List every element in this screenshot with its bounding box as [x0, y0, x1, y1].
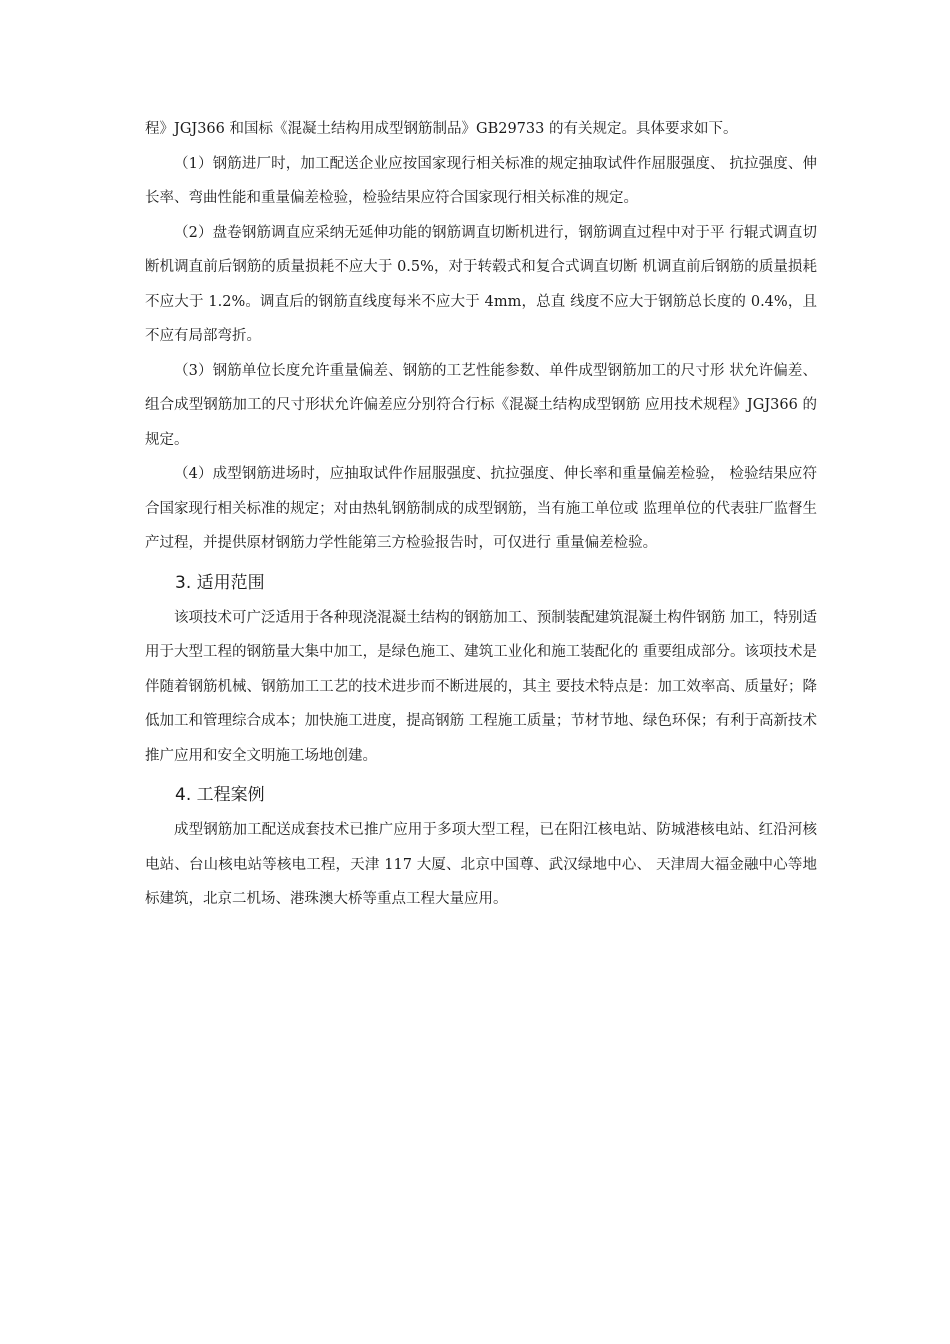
document-page	[145, 112, 817, 917]
requirement-item-3: （3）钢筋单位长度允许重量偏差、钢筋的工艺性能参数、单件成型钢筋加工的尺寸形 状允许偏差、组合成型钢筋加工的尺寸形状允许偏差应分别符合行标《混凝土结构成型钢筋 应用技术规程》JGJ366 的规定。	[145, 362, 817, 448]
section-4-body: 成型钢筋加工配送成套技术已推广应用于多项大型工程，已在阳江核电站、防城港核电站、红沿河核电站、台山核电站等核电工程，天津 117 大厦、北京中国尊、武汉绿地中心、 天津周大福金融中心等地标建筑，北京二机场、港珠澳大桥等重点工程大量应用。	[145, 822, 817, 907]
section-3-body: 该项技术可广泛适用于各种现浇混凝土结构的钢筋加工、预制装配建筑混凝土构件钢筋 加工，特别适用于大型工程的钢筋量大集中加工，是绿色施工、建筑工业化和施工装配化的 重要组成部分。该项技术是伴随着钢筋机械、钢筋加工工艺的技术进步而不断进展的，其主 要技术特点是：加工效率高、质量好；降低加工和管理综合成本；加快施工进度，提高钢筋 工程施工质量；节材节地、绿色环保；有利于高新技术推广应用和安全文明施工场地创建。	[145, 609, 817, 764]
section-3-heading: 3. 适用范围	[175, 572, 265, 593]
requirement-item-4: （4）成型钢筋进场时，应抽取试件作屈服强度、抗拉强度、伸长率和重量偏差检验， 检验结果应符合国家现行相关标准的规定；对由热轧钢筋制成的成型钢筋，当有施工单位或 监理单位的代表驻厂监督生产过程，并提供原材钢筋力学性能第三方检验报告时，可仅进行 重量偏差检验。	[145, 466, 817, 551]
section-4-heading: 4. 工程案例	[175, 785, 265, 805]
requirement-item-1: （1）钢筋进厂时，加工配送企业应按国家现行相关标准的规定抽取试件作屈服强度、 抗拉强度、伸长率、弯曲性能和重量偏差检验，检验结果应符合国家现行相关标准的规定。	[145, 155, 817, 206]
intro-continuation: 程》JGJ366 和国标《混凝土结构用成型钢筋制品》GB29733 的有关规定。具体要求如下。	[145, 121, 738, 137]
requirement-item-2: （2）盘卷钢筋调直应采纳无延伸功能的钢筋调直切断机进行，钢筋调直过程中对于平 行辊式调直切断机调直前后钢筋的质量损耗不应大于 0.5%，对于转毂式和复合式调直切断 机调直前后钢筋的质量损耗不应大于 1.2%。调直后的钢筋直线度每米不应大于 4mm，总直 线度不应大于钢筋总长度的 0.4%，且不应有局部弯折。	[145, 224, 817, 344]
